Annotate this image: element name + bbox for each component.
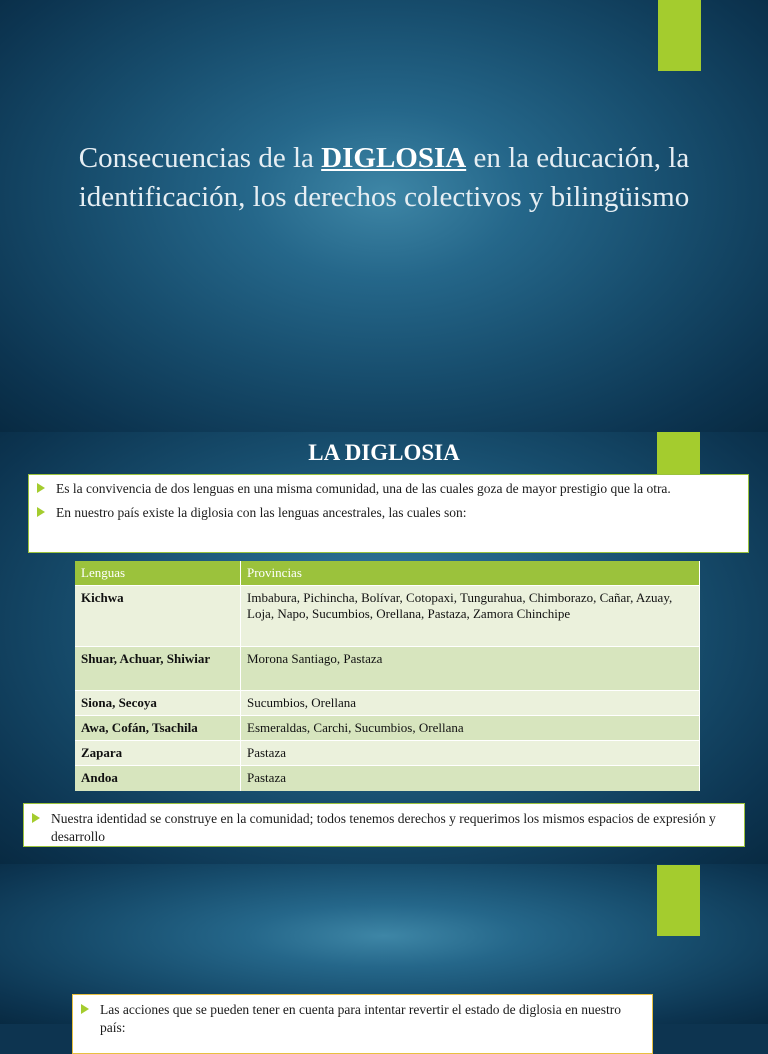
bullet-triangle-icon [37, 483, 45, 493]
header-provincias: Provincias [241, 561, 700, 586]
bullet-triangle-icon [37, 507, 45, 517]
slide-1-title [60, 139, 708, 217]
language-cell: Shuar, Achuar, Shiwiar [75, 647, 241, 691]
language-cell: Siona, Secoya [75, 691, 241, 716]
title-part-1: Consecuencias de la [78, 142, 322, 174]
table-row [75, 716, 700, 741]
table-header-row [75, 561, 700, 586]
bullet-item [32, 810, 736, 846]
header-lenguas: Lenguas [75, 561, 241, 586]
table-row [75, 647, 700, 691]
provinces-cell: Morona Santiago, Pastaza [241, 647, 700, 691]
languages-table [75, 561, 700, 791]
slide-accent-bar [657, 865, 700, 936]
bullet-text: Es la convivencia de dos lenguas en una misma comunidad, una de las cuales goza de mayor prestigio que la otra. [56, 481, 671, 496]
table-row [75, 691, 700, 716]
slide-1 [0, 0, 768, 432]
provinces-cell: Imbabura, Pichincha, Bolívar, Cotopaxi, Tungurahua, Chimborazo, Cañar, Azuay, Loja, Napo, Sucumbios, Orellana, Pastaza, Zamora Chinchipe [241, 586, 700, 647]
title-part-2: en la educación, la identificación, los derechos colectivos y bilingüismo [78, 142, 690, 213]
table-row [75, 741, 700, 766]
bullet-text: Las acciones que se pueden tener en cuenta para intentar revertir el estado de diglosia en nuestro país: [100, 1002, 622, 1035]
language-cell: Kichwa [75, 586, 241, 647]
bullet-item [37, 504, 740, 522]
provinces-cell: Pastaza [241, 766, 700, 791]
bullet-triangle-icon [81, 1004, 89, 1014]
title-highlight: DIGLOSIA [321, 142, 467, 174]
bullet-triangle-icon [32, 813, 40, 823]
table-row [75, 766, 700, 791]
identity-text-box [23, 803, 745, 847]
bullet-item [81, 1001, 644, 1037]
language-cell: Andoa [75, 766, 241, 791]
provinces-cell: Esmeraldas, Carchi, Sucumbios, Orellana [241, 716, 700, 741]
bullet-item [37, 480, 740, 498]
slide-accent-bar [658, 0, 701, 71]
slide-2-title: LA DIGLOSIA [308, 440, 460, 465]
provinces-cell: Sucumbios, Orellana [241, 691, 700, 716]
intro-text-box [28, 474, 749, 553]
bullet-text: Nuestra identidad se construye en la comunidad; todos tenemos derechos y requerimos los mismos espacios de expresión y desarrollo [51, 811, 716, 844]
slide-3 [0, 864, 768, 1035]
slide-2 [0, 432, 768, 864]
actions-text-box [72, 994, 653, 1054]
language-cell: Awa, Cofán, Tsachila [75, 716, 241, 741]
bullet-text: En nuestro país existe la diglosia con las lenguas ancestrales, las cuales son: [56, 505, 467, 520]
language-cell: Zapara [75, 741, 241, 766]
provinces-cell: Pastaza [241, 741, 700, 766]
table-row [75, 586, 700, 647]
